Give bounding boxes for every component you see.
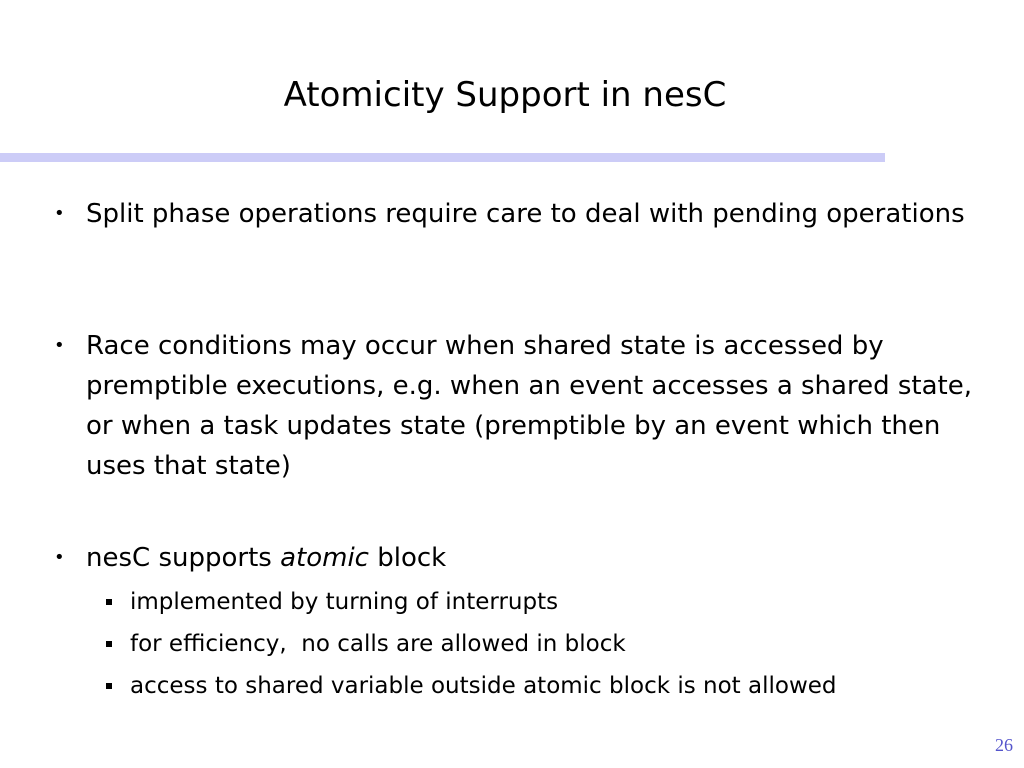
bullet-marker: • — [54, 547, 65, 568]
bullet-text: Race conditions may occur when shared state is accessed by premptible executions, e.g. when an event accesses a shared state, or when a task updates state (premptible by an event which then uses that state) — [86, 331, 972, 481]
bullet-text-italic: atomic — [280, 543, 369, 573]
square-bullet-icon — [106, 641, 112, 647]
slide-title: Atomicity Support in nesC — [283, 75, 727, 115]
sub-bullet-item — [130, 586, 1010, 618]
sub-bullet-text: for efficiency, no calls are allowed in block — [130, 631, 626, 657]
bullet-text-after: block — [368, 543, 447, 573]
sub-bullet-text: implemented by turning of interrupts — [130, 589, 559, 615]
title-divider — [0, 153, 885, 162]
bullet-text-before: nesC supports — [86, 543, 281, 573]
sub-bullet-item — [130, 670, 1010, 702]
bullet-item — [54, 326, 986, 486]
bullet-marker: • — [54, 203, 65, 224]
sub-bullet-text: access to shared variable outside atomic block is not allowed — [130, 673, 837, 699]
bullet-marker: • — [54, 335, 65, 356]
page-number: 26 — [995, 735, 1013, 755]
bullet-text: Split phase operations require care to deal with pending operations — [86, 199, 965, 229]
bullet-item — [54, 194, 986, 234]
square-bullet-icon — [106, 683, 112, 689]
sub-bullet-item — [130, 628, 1010, 660]
bullet-item — [54, 538, 986, 578]
square-bullet-icon — [106, 599, 112, 605]
